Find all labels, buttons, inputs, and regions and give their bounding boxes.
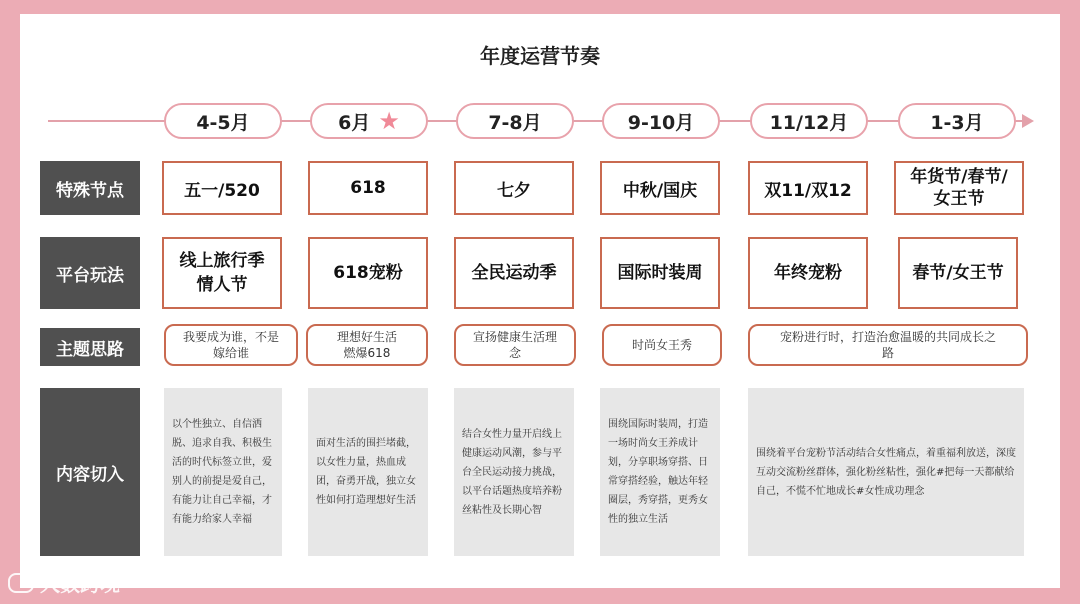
period-11-12 (750, 103, 868, 139)
watermark (8, 568, 120, 597)
period-label: 6月 (338, 111, 371, 134)
star-icon: ★ (378, 107, 400, 135)
period-label: 9-10月 (627, 111, 695, 134)
row-label-content: 内容切入 (40, 388, 140, 556)
timeline-arrow-icon (1022, 114, 1034, 128)
content-cell (308, 388, 428, 556)
content-text: 围绕着平台宠粉节活动结合女性痛点，着重福利放送，深度互动交流粉丝群体，强化粉丝粘性，强化#把每一天都献给自己，不慌不忙地成长#女性成功理念 (756, 447, 1016, 497)
theme-cell: 时尚女王秀 (602, 324, 722, 366)
platform-cell: 年终宠粉 (748, 237, 868, 309)
content-cell (748, 388, 1024, 556)
content-cell (164, 388, 282, 556)
theme-cell: 宣扬健康生活理 念 (454, 324, 576, 366)
content-cell (454, 388, 574, 556)
period-label: 1-3月 (930, 111, 984, 134)
brand-logo-icon (8, 573, 34, 593)
period-1-3 (898, 103, 1016, 139)
content-text: 围绕国际时装周，打造一场时尚女王养成计划，分享职场穿搭、日常穿搭经验，触达年轻圈层，秀穿搭，更秀女性的独立生活 (608, 419, 708, 525)
row-label-special: 特殊节点 (40, 161, 140, 215)
special-cell: 中秋/国庆 (600, 161, 720, 215)
period-9-10 (602, 103, 720, 139)
period-label: 4-5月 (196, 111, 250, 134)
special-cell: 双11/双12 (748, 161, 868, 215)
content-text: 面对生活的围拦堵截，以女性力量，热血成团，奋勇开战，独立女性如何打造理想好生活 (316, 438, 416, 506)
platform-cell: 线上旅行季 情人节 (162, 237, 282, 309)
row-label-theme: 主题思路 (40, 328, 140, 366)
content-text: 结合女性力量开启线上健康运动风潮，参与平台全民运动接力挑战，以平台话题热度培养粉丝粘性及长期心智 (462, 428, 562, 516)
special-cell: 年货节/春节/ 女王节 (894, 161, 1024, 215)
period-label: 7-8月 (488, 111, 542, 134)
special-cell: 五一/520 (162, 161, 282, 215)
watermark-text: 大数跨境 (40, 572, 120, 596)
theme-cell: 理想好生活 燃爆618 (306, 324, 428, 366)
theme-cell: 我要成为谁，不是 嫁给谁 (164, 324, 298, 366)
period-label: 11/12月 (769, 111, 849, 134)
platform-cell: 全民运动季 (454, 237, 574, 309)
platform-cell: 春节/女王节 (898, 237, 1018, 309)
period-4-5 (164, 103, 282, 139)
page-title: 年度运营节奏 (480, 44, 600, 68)
special-cell: 七夕 (454, 161, 574, 215)
period-7-8 (456, 103, 574, 139)
content-cell (600, 388, 720, 556)
special-cell: 618 (308, 161, 428, 215)
theme-cell: 宠粉进行时，打造治愈温暖的共同成长之 路 (748, 324, 1028, 366)
content-text: 以个性独立、自信洒脱、追求自我、积极生活的时代标签立世，爱别人的前提是爱自己，有能力让自己幸福，才有能力给家人幸福 (172, 419, 272, 525)
row-label-platform: 平台玩法 (40, 237, 140, 309)
platform-cell: 国际时装周 (600, 237, 720, 309)
period-6 (310, 103, 428, 139)
platform-cell: 618宠粉 (308, 237, 428, 309)
